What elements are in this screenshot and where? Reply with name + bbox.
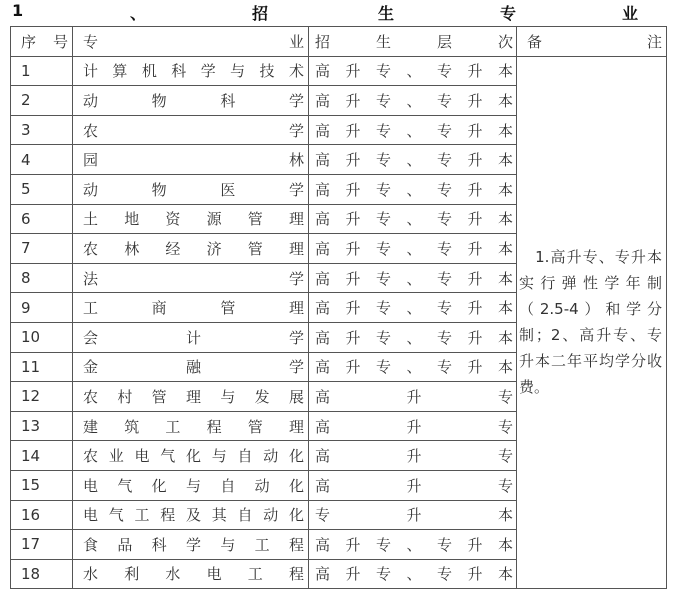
row-number: 16 — [11, 500, 73, 530]
row-number: 6 — [11, 204, 73, 234]
enrollment-level: 高升专 — [309, 441, 517, 471]
row-number: 3 — [11, 115, 73, 145]
title-char-1: 招 — [252, 4, 269, 23]
row-number: 13 — [11, 411, 73, 441]
header-major: 专业 — [73, 27, 309, 57]
major-name: 动物科学 — [73, 86, 309, 116]
major-name: 法学 — [73, 263, 309, 293]
row-number: 2 — [11, 86, 73, 116]
table-header-row — [11, 27, 667, 57]
title-char-4: 业 — [622, 4, 639, 23]
enrollment-level: 高升专、专升本 — [309, 293, 517, 323]
note-cell: 1.高升专、专升本实行弹性学年制（2.5-4）和学分制；2、高升专、专升本二年平均学分收费。 — [517, 56, 667, 589]
row-number: 5 — [11, 174, 73, 204]
row-number: 14 — [11, 441, 73, 471]
enrollment-level: 高升专、专升本 — [309, 145, 517, 175]
major-name: 土地资源管理 — [73, 204, 309, 234]
major-name: 水利水电工程 — [73, 559, 309, 589]
title-char-2: 生 — [378, 4, 395, 23]
enrollment-level: 高升专、专升本 — [309, 352, 517, 382]
major-name: 金融学 — [73, 352, 309, 382]
row-number: 7 — [11, 234, 73, 264]
row-number: 10 — [11, 322, 73, 352]
enrollment-level: 高升专、专升本 — [309, 204, 517, 234]
row-number: 18 — [11, 559, 73, 589]
enrollment-level: 高升专、专升本 — [309, 56, 517, 86]
major-name: 建筑工程管理 — [73, 411, 309, 441]
section-title — [0, 0, 680, 22]
major-name: 电气工程及其自动化 — [73, 500, 309, 530]
major-name: 食品科学与工程 — [73, 530, 309, 560]
major-name: 计算机科学与技术 — [73, 56, 309, 86]
row-number: 12 — [11, 382, 73, 412]
major-name: 园林 — [73, 145, 309, 175]
major-name: 农村管理与发展 — [73, 382, 309, 412]
major-name: 会计学 — [73, 322, 309, 352]
major-name: 工商管理 — [73, 293, 309, 323]
majors-table — [10, 26, 667, 589]
enrollment-level: 高升专 — [309, 411, 517, 441]
enrollment-level: 专升本 — [309, 500, 517, 530]
header-no: 序 号 — [11, 27, 73, 57]
row-number: 8 — [11, 263, 73, 293]
enrollment-level: 高升专、专升本 — [309, 322, 517, 352]
major-name: 农林经济管理 — [73, 234, 309, 264]
row-number: 15 — [11, 470, 73, 500]
title-char-3: 专 — [500, 4, 517, 23]
header-level: 招生层次 — [309, 27, 517, 57]
row-number: 4 — [11, 145, 73, 175]
enrollment-level: 高升专、专升本 — [309, 174, 517, 204]
row-number: 17 — [11, 530, 73, 560]
enrollment-level: 高升专、专升本 — [309, 234, 517, 264]
enrollment-level: 高升专 — [309, 470, 517, 500]
major-name: 农学 — [73, 115, 309, 145]
enrollment-level: 高升专、专升本 — [309, 530, 517, 560]
enrollment-level: 高升专、专升本 — [309, 86, 517, 116]
enrollment-level: 高升专、专升本 — [309, 559, 517, 589]
major-name: 电气化与自动化 — [73, 470, 309, 500]
section-separator: 、 — [130, 4, 147, 23]
row-number: 11 — [11, 352, 73, 382]
major-name: 动物医学 — [73, 174, 309, 204]
row-number: 9 — [11, 293, 73, 323]
enrollment-level: 高升专、专升本 — [309, 115, 517, 145]
enrollment-level: 高升专 — [309, 382, 517, 412]
section-number: 1 — [12, 1, 24, 20]
header-note: 备注 — [517, 27, 667, 57]
enrollment-level: 高升专、专升本 — [309, 263, 517, 293]
major-name: 农业电气化与自动化 — [73, 441, 309, 471]
row-number: 1 — [11, 56, 73, 86]
table-row — [11, 56, 667, 86]
